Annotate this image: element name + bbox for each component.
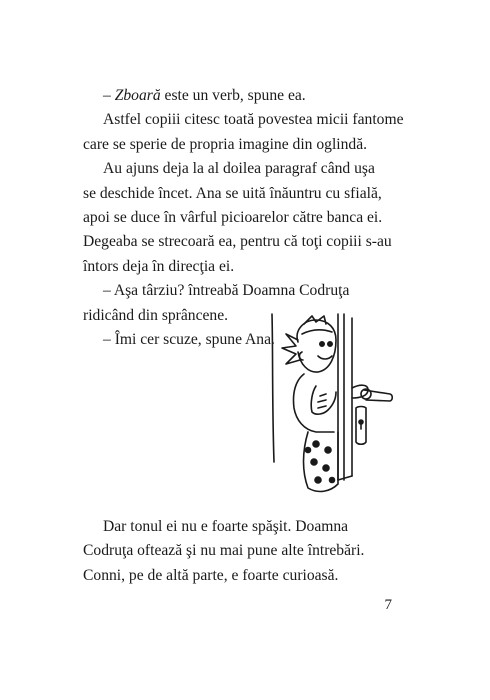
- italic-word: Zboară: [114, 87, 161, 104]
- page-number: 7: [384, 597, 392, 613]
- text-block-bottom: [83, 515, 403, 588]
- dash: –: [103, 87, 115, 104]
- text-line: Conni, pe de altă parte, e foarte curioasă.: [83, 566, 339, 584]
- text-line: ridicând din sprâncene.: [83, 306, 229, 324]
- text-line: întors deja în direcţia ei.: [83, 257, 235, 275]
- text-line: Degeaba se strecoară ea, pentru că toţi copiii s-au: [83, 233, 392, 251]
- text-line: apoi se duce în vârful picioarelor către banca ei.: [83, 209, 383, 227]
- text-segment: este un verb, spune ea.: [160, 87, 306, 104]
- text-line: – Îmi cer scuze, spune Ana.: [103, 331, 275, 349]
- text-line: Astfel copiii citesc toată povestea micii fantome: [103, 111, 404, 129]
- text-line: [103, 84, 403, 108]
- text-line: care se sperie de propria imagine din oglindă.: [83, 135, 368, 153]
- text-line: Dar tonul ei nu e foarte spăşit. Doamna: [103, 518, 349, 535]
- text-line: – Aşa târziu? întreabă Doamna Codruţa: [103, 282, 350, 300]
- text-line: Codruţa oftează şi nu mai pune alte întrebări.: [83, 542, 365, 560]
- girl-peeking-through-door-illustration: [268, 312, 400, 508]
- text-line: Au ajuns deja la al doilea paragraf când uşa: [103, 160, 375, 178]
- text-line: se deschide încet. Ana se uită înăuntru cu sfială,: [83, 184, 382, 202]
